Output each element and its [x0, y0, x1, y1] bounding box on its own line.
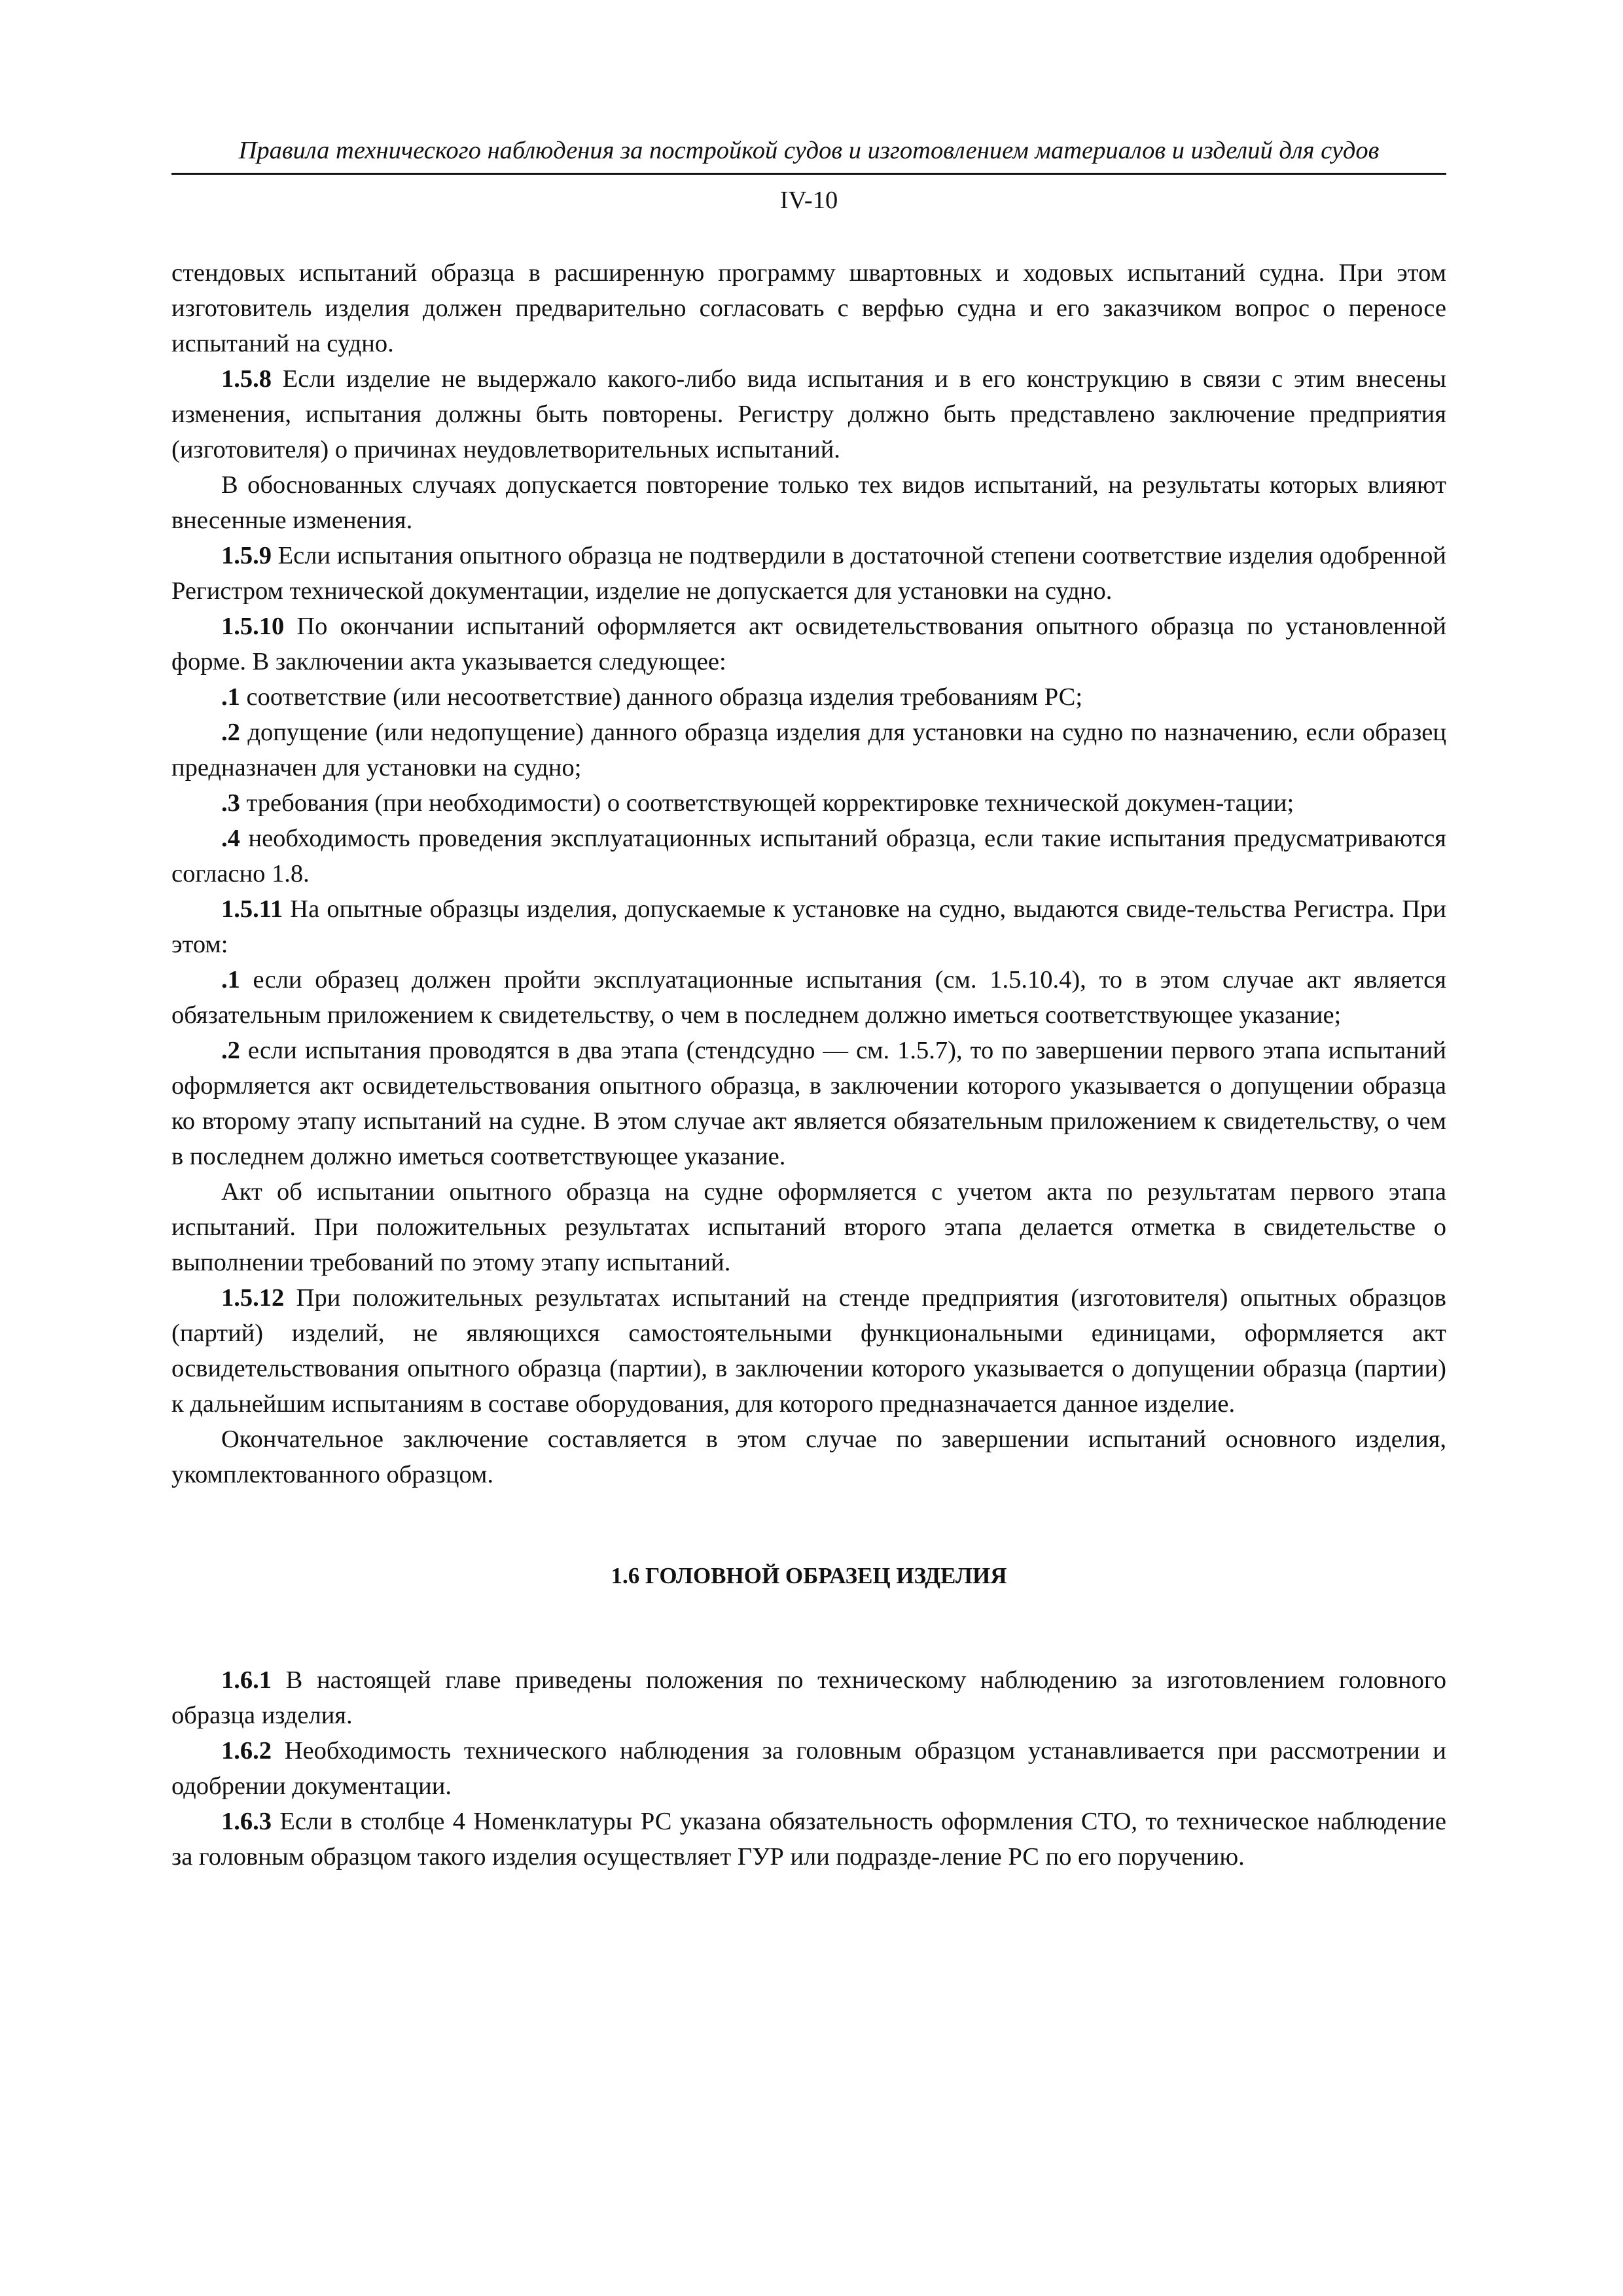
- paragraph-1-6-1: [171, 1662, 1446, 1733]
- paragraph-text: если испытания проводятся в два этапа (стендсудно — см. 1.5.7), то по завершении первого этапа испытаний оформляется акт освидетельствования опытного образца, в заключении которого указывается о допущении образца ко второму этапу испытаний на судне. В этом случае акт является обязательным приложением к свидетельству, о чем в последнем должно иметься соответствующее указание.: [171, 1037, 1446, 1170]
- paragraph-1-5-9: [171, 538, 1446, 609]
- paragraph-text: необходимость проведения эксплуатационных испытаний образца, если такие испытания предусматриваются согласно 1.8.: [171, 825, 1446, 888]
- list-item: [171, 1033, 1446, 1174]
- paragraph-text: Если в столбце 4 Номенклатуры РС указана обязательность оформления СТО, то техническое наблюдение за головным образцом такого изделия осуществляет ГУР или подразде-ление РС по его поручению.: [171, 1808, 1446, 1871]
- list-item-number: .3: [221, 789, 240, 817]
- clause-number: 1.5.12: [221, 1284, 285, 1312]
- paragraph-text: если образец должен пройти эксплуатационные испытания (см. 1.5.10.4), то в этом случае акт является обязательным приложением к свидетельству, о чем в последнем должно иметься соответствующее указание;: [171, 966, 1446, 1029]
- paragraph-1-6-3: [171, 1804, 1446, 1874]
- list-item-number: .2: [221, 719, 240, 746]
- clause-number: 1.6.3: [221, 1808, 272, 1835]
- section-heading: [171, 1560, 1446, 1592]
- paragraph-1-5-11: [171, 891, 1446, 962]
- clause-number: 1.5.9: [221, 542, 272, 569]
- list-item: [171, 821, 1446, 891]
- paragraph-1-5-8: [171, 361, 1446, 467]
- paragraph: [171, 467, 1446, 538]
- paragraph-text: требования (при необходимости) о соответствующей корректировке технической докумен-тации;: [240, 789, 1294, 817]
- page-number: IV-10: [779, 187, 838, 214]
- clause-number: 1.6.2: [221, 1737, 272, 1765]
- paragraph-1-6-2: [171, 1733, 1446, 1804]
- paragraph-text: На опытные образцы изделия, допускаемые к установке на судно, выдаются свиде-тельства Регистра. При этом:: [171, 895, 1446, 958]
- paragraph-text: Если испытания опытного образца не подтвердили в достаточной степени соответствие изделия одобренной Регистром технической документации, изделие не допускается для установки на судно.: [171, 542, 1446, 605]
- list-item: [171, 962, 1446, 1033]
- paragraph-1-5-12: [171, 1280, 1446, 1422]
- paragraph-text: допущение (или недопущение) данного образца изделия для установки на судно по назначению, если образец предназначен для установки на судно;: [171, 719, 1446, 781]
- list-item-number: .1: [221, 683, 240, 711]
- paragraph-text: В обоснованных случаях допускается повторение только тех видов испытаний, на результаты которых влияют внесенные изменения.: [171, 471, 1446, 534]
- list-item-number: .1: [221, 966, 240, 994]
- paragraph-text: стендовых испытаний образца в расширенную программу швартовных и ходовых испытаний судна. При этом изготовитель изделия должен предварительно согласовать с верфью судна и его заказчиком вопрос о переносе испытаний на судно.: [171, 259, 1446, 357]
- paragraph: [171, 1422, 1446, 1492]
- clause-number: 1.5.8: [221, 365, 272, 393]
- paragraph-continuation: [171, 255, 1446, 361]
- header-rule: [171, 173, 1446, 175]
- paragraph-text: В настоящей главе приведены положения по техническому наблюдению за изготовлением головного образца изделия.: [171, 1666, 1446, 1729]
- paragraph-text: Окончательное заключение составляется в этом случае по завершении испытаний основного изделия, укомплектованного образцом.: [171, 1426, 1446, 1488]
- clause-number: 1.5.10: [221, 613, 285, 640]
- clause-number: 1.6.1: [221, 1666, 272, 1694]
- paragraph: [171, 1174, 1446, 1280]
- list-item: [171, 785, 1446, 821]
- paragraph-text: Акт об испытании опытного образца на судне оформляется с учетом акта по результатам первого этапа испытаний. При положительных результатах испытаний второго этапа делается отметка в свидетельстве о выполнении требований по этому этапу испытаний.: [171, 1178, 1446, 1276]
- list-item: [171, 679, 1446, 715]
- list-item-number: .4: [221, 825, 240, 852]
- list-item-number: .2: [221, 1037, 240, 1064]
- paragraph-text: Необходимость технического наблюдения за головным образцом устанавливается при рассмотрении и одобрении документации.: [171, 1737, 1446, 1800]
- clause-number: 1.5.11: [221, 895, 283, 923]
- paragraph-text: При положительных результатах испытаний на стенде предприятия (изготовителя) опытных образцов (партий) изделий, не являющихся самостоятельными функциональными единицами, оформляется акт освидетельствования опытного образца (партии), в заключении которого указывается о допущении образца (партии) к дальнейшим испытаниям в составе оборудования, для которого предназначается данное изделие.: [171, 1284, 1446, 1418]
- list-item: [171, 715, 1446, 785]
- section-number: 1.6: [611, 1563, 640, 1588]
- paragraph-text: По окончании испытаний оформляется акт освидетельствования опытного образца по установленной форме. В заключении акта указывается следующее:: [171, 613, 1446, 675]
- paragraph-text: Если изделие не выдержало какого-либо вида испытания и в его конструкцию в связи с этим внесены изменения, испытания должны быть повторены. Регистру должно быть представлено заключение предприятия (изготовителя) о причинах неудовлетворительных испытаний.: [171, 365, 1446, 463]
- paragraph-text: соответствие (или несоответствие) данного образца изделия требованиям РС;: [240, 683, 1083, 711]
- document-body: [171, 255, 1446, 1874]
- section-title-text: ГОЛОВНОЙ ОБРАЗЕЦ ИЗДЕЛИЯ: [639, 1563, 1007, 1588]
- running-title: Правила технического наблюдения за постройкой судов и изготовлением материалов и изделий для судов: [238, 137, 1380, 164]
- paragraph-1-5-10: [171, 609, 1446, 679]
